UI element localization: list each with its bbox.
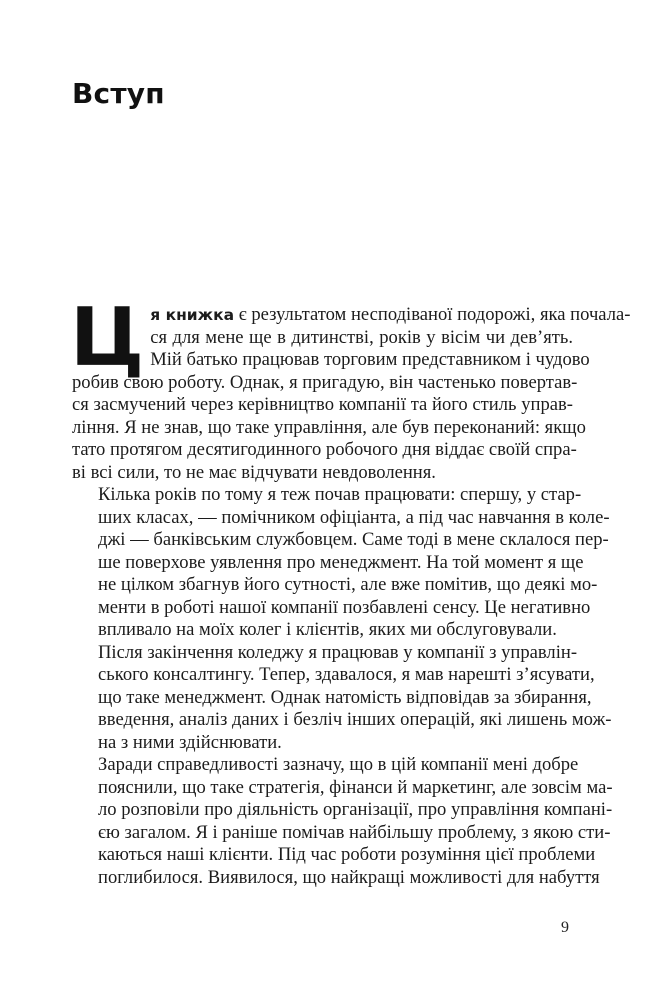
text-line: ся для мене ще в дитинстві, років у вісім чи дев’ять. bbox=[150, 326, 573, 348]
paragraph bbox=[72, 754, 613, 889]
text-line: Після закінчення коледжу я працював у компанії з управлін- bbox=[98, 641, 578, 663]
text-line: впливало на моїх колег і клієнтів, яких ми обслуговували. bbox=[98, 619, 557, 640]
paragraph bbox=[72, 484, 610, 642]
text-line: ло розповіли про діяльність організації, про управління компані- bbox=[98, 799, 613, 820]
chapter-title: Вступ bbox=[72, 77, 165, 110]
lead-in-text: я книжка bbox=[150, 306, 235, 324]
text-line: тато протягом десятигодинного робочого дня віддає своїй спра- bbox=[72, 439, 577, 460]
text-line-content: є результатом несподіваної подорожі, яка почала- bbox=[234, 304, 631, 325]
page-number: 9 bbox=[561, 919, 569, 936]
text-line: на з ними здійснювати. bbox=[98, 731, 282, 753]
text-line: не цілком збагнув його сутності, але вже помітив, що деякі мо- bbox=[98, 574, 598, 595]
text-line: що таке менеджмент. Однак натомість відповідав за збирання, bbox=[98, 686, 592, 708]
text-line: Мій батько працював торговим представником і чудово bbox=[150, 349, 590, 370]
paragraph bbox=[72, 641, 612, 755]
chapter-body bbox=[70, 291, 631, 889]
text-line: менти в роботі нашої компанії позбавлені сенсу. Це негативно bbox=[98, 596, 591, 618]
paragraph bbox=[70, 291, 631, 484]
text-line: введення, аналіз даних і безліч інших операцій, які лишень мож- bbox=[98, 709, 612, 730]
text-line: ського консалтингу. Тепер, здавалося, я мав нарешті з’ясувати, bbox=[98, 664, 595, 685]
text-line: джі — банківським службовцем. Саме тоді в мене склалося пер- bbox=[98, 529, 609, 550]
text-line: каються наші клієнти. Під час роботи розуміння цієї проблеми bbox=[98, 844, 596, 865]
text-line: ся засмучений через керівництво компанії та його стиль управ- bbox=[72, 394, 573, 415]
text-line: Кілька років по тому я теж почав працювати: спершу, у стар- bbox=[98, 484, 582, 505]
text-line: ві всі сили, то не має відчувати невдоволення. bbox=[72, 461, 436, 483]
drop-cap: Ц bbox=[70, 291, 145, 384]
text-line bbox=[72, 304, 631, 327]
text-line: пояснили, що таке стратегія, фінанси й маркетинг, але зовсім ма- bbox=[98, 776, 613, 798]
text-line: ління. Я не знав, що таке управління, але був переконаний: якщо bbox=[72, 416, 586, 438]
text-line: поглибилося. Виявилося, що найкращі можливості для набуття bbox=[98, 866, 600, 888]
text-line: ших класах, — помічником офіціанта, а під час навчання в колe- bbox=[98, 506, 610, 528]
text-line: ше поверхове уявлення про менеджмент. На той момент я ще bbox=[98, 551, 584, 573]
text-line: робив свою роботу. Однак, я пригадую, він частенько повертав- bbox=[72, 371, 578, 393]
text-line: єю загалом. Я і раніше помічав найбільшу проблему, з якою сти- bbox=[98, 821, 611, 843]
text-line: Заради справедливості зазначу, що в цій компанії мені добре bbox=[98, 754, 579, 775]
